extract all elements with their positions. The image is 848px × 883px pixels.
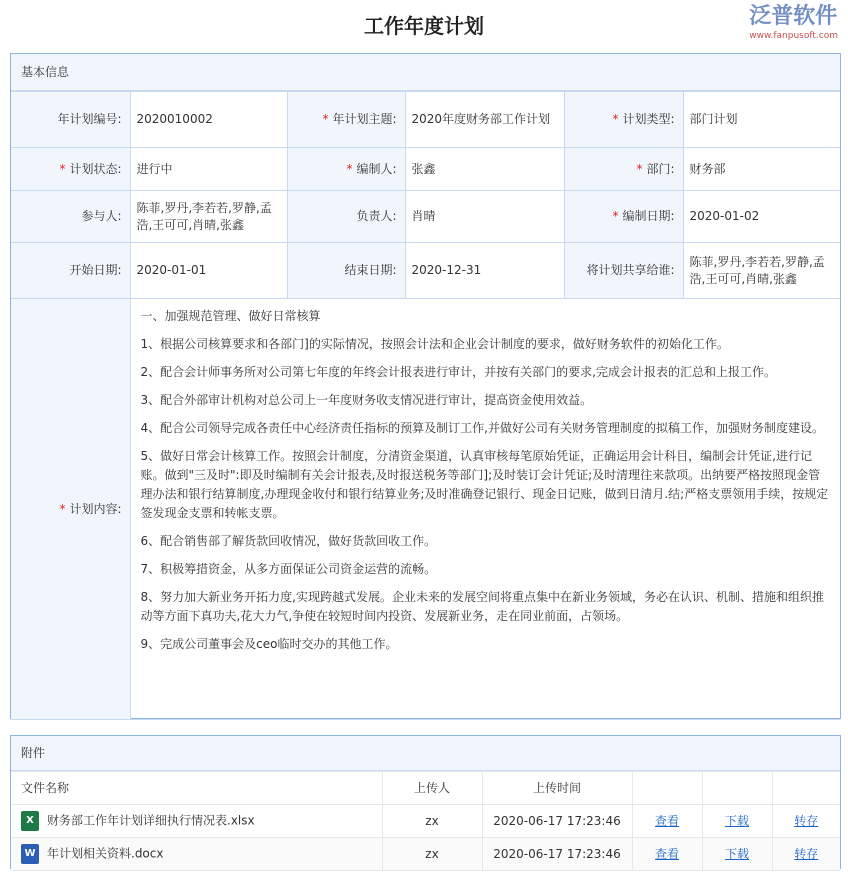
file-name: 年计划相关资料.docx xyxy=(47,846,164,861)
upload-time: 2020-06-17 17:23:46 xyxy=(482,838,632,871)
required-mark: * xyxy=(59,161,66,176)
field-label-text: 计划内容: xyxy=(69,501,122,516)
save-cell xyxy=(772,838,840,871)
content-paragraph: 一、加强规范管理、做好日常核算 xyxy=(140,309,321,323)
attachments-table xyxy=(11,771,840,871)
table-header-row xyxy=(11,772,840,805)
content-paragraph: 2、配合会计师事务所对公司第七年度的年终会计报表进行审计，并按有关部门的要求,完成会计报表的汇总和上报工作。 xyxy=(140,365,776,379)
view-cell xyxy=(632,805,702,838)
header-filename: 文件名称 xyxy=(11,772,382,805)
field-label xyxy=(11,92,130,148)
required-mark: * xyxy=(59,501,66,516)
content-row xyxy=(11,299,840,720)
field-value: 财务部 xyxy=(683,148,840,191)
required-mark: * xyxy=(612,112,619,126)
field-value: 2020-12-31 xyxy=(405,243,564,299)
download-link[interactable]: 下载 xyxy=(724,846,749,861)
field-value: 进行中 xyxy=(130,148,287,191)
info-row xyxy=(11,191,840,243)
save-link[interactable]: 转存 xyxy=(794,846,819,861)
attachment-row xyxy=(11,838,840,871)
word-file-icon: W xyxy=(21,844,39,864)
download-link[interactable]: 下载 xyxy=(724,813,749,828)
watermark-brand: 泛普软件 xyxy=(749,4,838,29)
download-cell xyxy=(702,805,772,838)
watermark-logo xyxy=(749,4,838,42)
view-link[interactable]: 查看 xyxy=(654,846,679,861)
field-value: 2020-01-01 xyxy=(130,243,287,299)
field-value: 陈菲,罗丹,李若若,罗静,孟浩,王可可,肖晴,张鑫 xyxy=(130,191,287,243)
header-uploader: 上传人 xyxy=(382,772,482,805)
field-label-text: 开始日期: xyxy=(69,263,122,277)
content-paragraph: 9、完成公司董事会及ceo临时交办的其他工作。 xyxy=(140,637,398,651)
view-link[interactable]: 查看 xyxy=(654,813,679,828)
excel-file-icon: X xyxy=(21,811,39,831)
field-label-text: 年计划编号: xyxy=(57,112,122,126)
save-cell xyxy=(772,805,840,838)
field-label xyxy=(287,92,405,148)
info-row xyxy=(11,148,840,191)
required-mark: * xyxy=(346,161,353,176)
field-value: 陈菲,罗丹,李若若,罗静,孟浩,王可可,肖晴,张鑫 xyxy=(683,243,840,299)
field-value: 肖晴 xyxy=(405,191,564,243)
field-label xyxy=(11,299,130,720)
attachments-section xyxy=(10,735,841,869)
info-row xyxy=(11,92,840,148)
required-mark: * xyxy=(636,161,643,176)
download-cell xyxy=(702,838,772,871)
content-paragraph: 3、配合外部审计机构对总公司上一年度财务收支情况进行审计，提高资金使用效益。 xyxy=(140,393,593,407)
upload-time: 2020-06-17 17:23:46 xyxy=(482,805,632,838)
field-value: 部门计划 xyxy=(683,92,840,148)
attachment-row xyxy=(11,805,840,838)
watermark-url: www.fanpusoft.com xyxy=(749,31,838,41)
section-header: 附件 xyxy=(11,736,840,771)
header-upload-time: 上传时间 xyxy=(482,772,632,805)
field-label-text: 计划状态: xyxy=(69,161,122,176)
file-name: 财务部工作年计划详细执行情况表.xlsx xyxy=(47,813,255,828)
header-empty xyxy=(772,772,840,805)
field-value: 2020年度财务部工作计划 xyxy=(405,92,564,148)
field-value: 2020-01-02 xyxy=(683,191,840,243)
required-mark: * xyxy=(612,209,619,223)
header-empty xyxy=(702,772,772,805)
page-title: 工作年度计划 xyxy=(364,14,484,38)
view-cell xyxy=(632,838,702,871)
file-cell xyxy=(11,838,382,871)
field-label xyxy=(11,243,130,299)
save-link[interactable]: 转存 xyxy=(794,813,819,828)
field-label xyxy=(11,191,130,243)
section-header: 基本信息 xyxy=(11,54,840,91)
field-label-text: 负责人: xyxy=(356,209,397,223)
basic-info-table xyxy=(11,91,840,720)
content-paragraph: 5、做好日常会计核算工作。按照会计制度，分清资金渠道，认真审核每笔原始凭证，正确运用会计科目，编制会计凭证,进行记账。做到"三及时":即及时编制有关会计报表,及时报送税务等部门];及时装订会计凭证;及时清理往来款项。出纳要严格按照现金管理办法和银行结算制度,办理现金收付和银行结算业务;及时准确登记银行、现金日记账，做到日清月.结;严格支票领用手续，按规定签发现金支票和转帐支票。 xyxy=(140,449,829,520)
plan-content xyxy=(130,299,840,720)
field-label-text: 参与人: xyxy=(81,209,122,223)
basic-info-section xyxy=(10,53,841,719)
field-label xyxy=(287,243,405,299)
field-label-text: 编制日期: xyxy=(622,209,675,223)
field-label xyxy=(564,148,683,191)
field-label-text: 结束日期: xyxy=(344,263,397,277)
field-label xyxy=(287,191,405,243)
content-paragraph: 7、积极筹措资金，从多方面保证公司资金运营的流畅。 xyxy=(140,562,437,576)
field-label-text: 将计划共享给谁: xyxy=(586,263,675,277)
content-paragraph: 8、努力加大新业务开拓力度,实现跨越式发展。企业未来的发展空间将重点集中在新业务领域，务必在认识、机制、措施和组织推动等方面下真功夫,花大力气,争使在较短时间内投资、发展新业务，走在同业前面，占领场。 xyxy=(140,590,824,623)
field-label xyxy=(287,148,405,191)
field-label xyxy=(564,243,683,299)
field-label-text: 年计划主题: xyxy=(332,112,397,126)
content-paragraph: 4、配合公司领导完成各责任中心经济责任指标的预算及制订工作,并做好公司有关财务管理制度的拟稿工作，加强财务制度建设。 xyxy=(140,421,824,435)
field-label xyxy=(564,191,683,243)
field-label-text: 计划类型: xyxy=(622,112,675,126)
info-row xyxy=(11,243,840,299)
field-label xyxy=(11,148,130,191)
uploader: zx xyxy=(382,805,482,838)
header-empty xyxy=(632,772,702,805)
content-paragraph: 1、根据公司核算要求和各部门]的实际情况，按照会计法和企业会计制度的要求，做好财务软件的初始化工作。 xyxy=(140,337,729,351)
field-value: 张鑫 xyxy=(405,148,564,191)
field-label-text: 编制人: xyxy=(356,161,397,176)
field-label-text: 部门: xyxy=(646,161,675,176)
field-value: 2020010002 xyxy=(130,92,287,148)
content-paragraph: 6、配合销售部了解货款回收情况，做好货款回收工作。 xyxy=(140,534,437,548)
uploader: zx xyxy=(382,838,482,871)
file-cell xyxy=(11,805,382,838)
field-label xyxy=(564,92,683,148)
required-mark: * xyxy=(322,112,329,126)
